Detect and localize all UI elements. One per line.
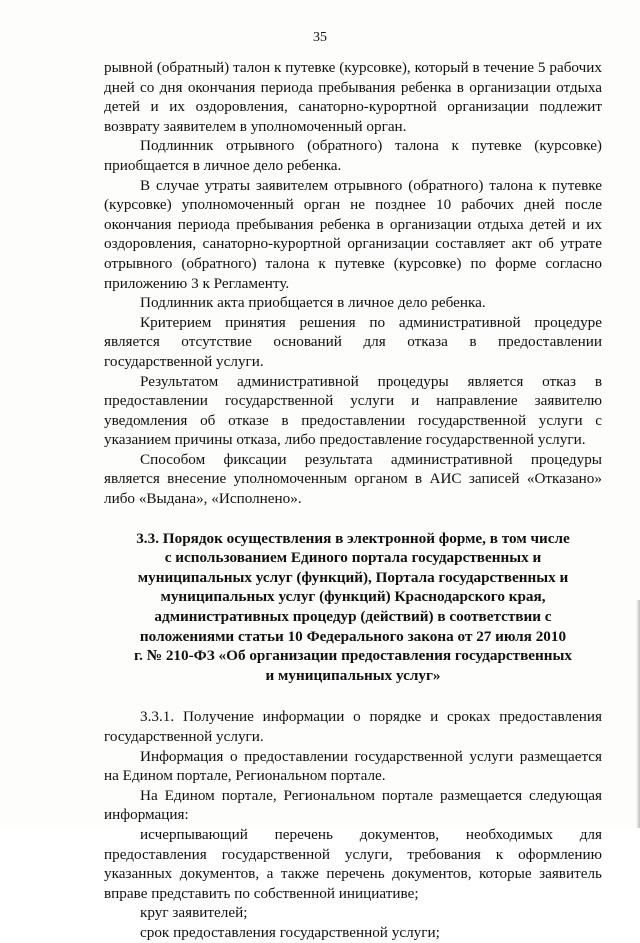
page-content (104, 58, 602, 943)
scan-edge-shadow (636, 600, 640, 828)
paragraph: Подлинник акта приобщается в личное дело ребенка. (140, 294, 486, 312)
page-number: 35 (313, 30, 327, 45)
paragraph: круг заявителей; (140, 904, 248, 922)
paragraph: На Едином портале, Региональном портале размещается следующая информация: (104, 786, 602, 824)
paragraph: Способом фиксации результата административной процедуры является внесение уполномоченным органом в АИС записей «Отказано» либо «Выдана», «Исполнено». (104, 450, 602, 508)
paragraph: 3.3.1. Получение информации о порядке и сроках предоставления государственной услуги. (104, 708, 602, 745)
paragraph: Результатом административной процедуры является отказ в предоставлении государственной услуги и направление заявителю уведомления об отказе в предоставлении государственной услуги с указанием причины отказа, либо предоставление государственной услуги. (104, 372, 602, 449)
paragraph: рывной (обратный) талон к путевке (курсовке), который в течение 5 рабочих дней со дня окончания периода пребывания ребенка в организации отдыха детей и их оздоровления, санаторно-курортной организации подлежит возврату заявителем в уполномоченный орган. (104, 59, 602, 135)
section-after-heading (104, 707, 602, 942)
paragraph: исчерпывающий перечень документов, необходимых для предоставления государственной услуги, требования к оформлению указанных документов, а также перечень документов, которые заявитель вправе представить по собственной инициативе; (104, 825, 602, 902)
section-before-heading (104, 58, 602, 509)
paragraph: Критерием принятия решения по административной процедуре является отсутствие оснований для отказа в предоставлении государственной услуги. (104, 313, 602, 370)
paragraph: Подлинник отрывного (обратного) талона к путевке (курсовке) приобщается в личное дело ребенка. (104, 137, 602, 174)
section-heading-3-3: 3.3. Порядок осуществления в электронной форме, в том числе с использованием Единого портала государственных и муниципальных услуг (функций), Портала государственных и муниципальных услуг (функций) Краснодарского края, административных процедур (действий) в соответствии с положениями статьи 10 Федерального закона от 27 июля 2010 г. № 210-ФЗ «Об организации предоставления государственных и муниципальных услуг» (134, 529, 572, 684)
paragraph: Информация о предоставлении государственной услуги размещается на Едином портале, Региональном портале. (104, 747, 602, 785)
paragraph: срок предоставления государственной услуги; (140, 923, 440, 941)
paragraph: В случае утраты заявителем отрывного (обратного) талона к путевке (курсовке) уполномоченный орган не позднее 10 рабочих дней после окончания периода пребывания ребенка в организации отдыха детей и их оздоровления, санаторно-курортной организации составляет акт об утрате отрывного (обратного) талона к путевке (курсовке) по форме согласно приложению 3 к Регламенту. (104, 176, 602, 292)
